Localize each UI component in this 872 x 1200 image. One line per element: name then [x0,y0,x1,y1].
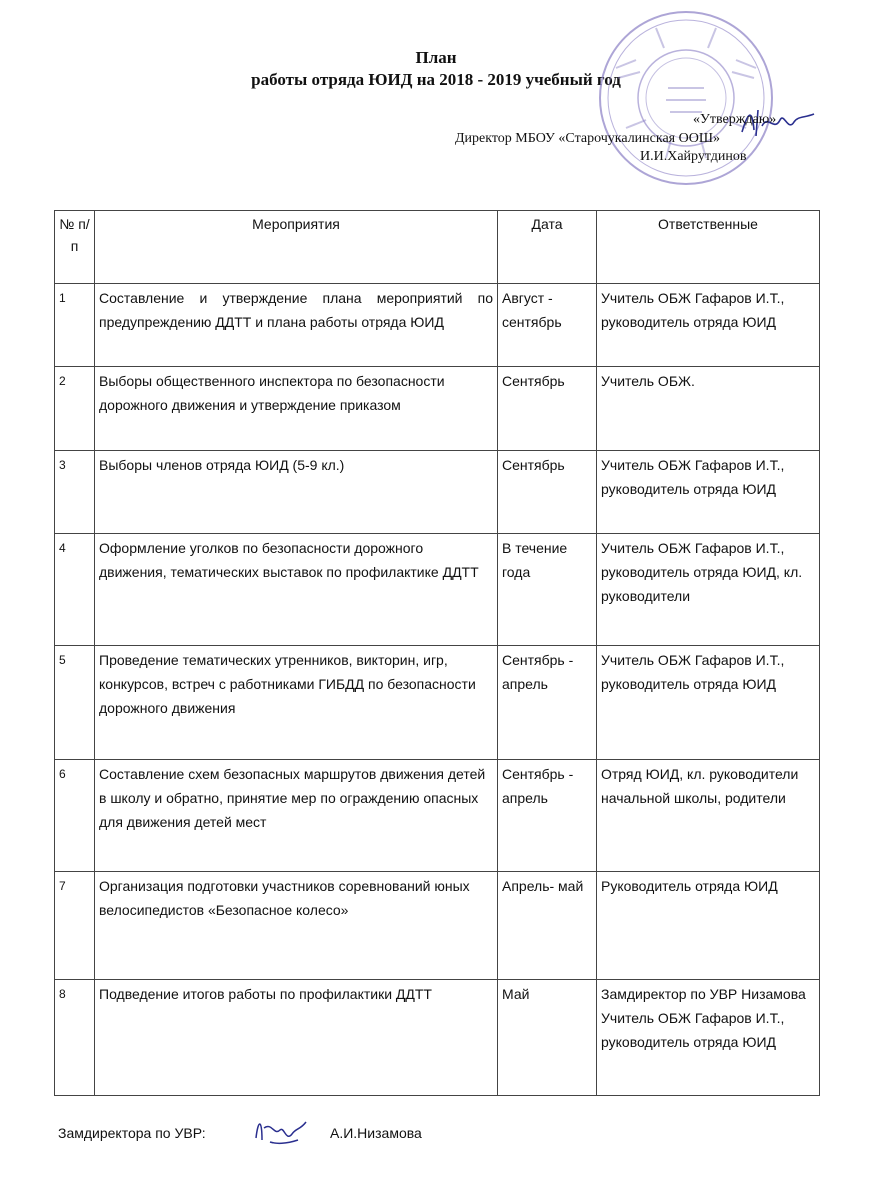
row-date: Сентябрь [498,451,597,534]
header-date: Дата [498,211,597,284]
table-row [55,872,820,980]
approval-director: Директор МБОУ «Старочукалинская ООШ» [455,131,720,146]
row-responsible: Отряд ЮИД, кл. руководители начальной школы, родители [597,760,820,872]
row-responsible: Учитель ОБЖ Гафаров И.Т., руководитель отряда ЮИД, кл. руководители [597,534,820,646]
row-responsible: Учитель ОБЖ. [597,367,820,451]
footer-name: А.И.Низамова [330,1125,422,1141]
row-responsible: Учитель ОБЖ Гафаров И.Т., руководитель отряда ЮИД [597,451,820,534]
row-event: Организация подготовки участников соревнований юных велосипедистов «Безопасное колесо» [95,872,498,980]
row-date: Август - сентябрь [498,284,597,367]
table-row [55,284,820,367]
row-num: 2 [55,367,95,451]
footer-label: Замдиректора по УВР: [58,1125,206,1141]
header-num: № п/п [55,211,95,284]
row-num: 7 [55,872,95,980]
row-event: Подведение итогов работы по профилактики ДДТТ [95,980,498,1096]
approval-name: И.И.Хайрутдинов [640,149,747,164]
row-num: 8 [55,980,95,1096]
row-num: 3 [55,451,95,534]
row-event: Выборы членов отряда ЮИД (5-9 кл.) [95,451,498,534]
row-date: Май [498,980,597,1096]
table-row [55,534,820,646]
row-responsible: Замдиректор по УВР Низамова Учитель ОБЖ Гафаров И.Т., руководитель отряда ЮИД [597,980,820,1096]
table-row [55,646,820,760]
row-event: Составление схем безопасных маршрутов движения детей в школу и обратно, принятие мер по ограждению опасных для движения детей мест [95,760,498,872]
row-date: Апрель- май [498,872,597,980]
header-responsible: Ответственные [597,211,820,284]
table-row [55,980,820,1096]
row-num: 5 [55,646,95,760]
row-event: Составление и утверждение плана мероприятий по предупреждению ДДТТ и плана работы отряда ЮИД [95,284,498,367]
row-date: В течение года [498,534,597,646]
row-responsible: Руководитель отряда ЮИД [597,872,820,980]
table-row [55,367,820,451]
row-date: Сентябрь [498,367,597,451]
document-title: План [415,48,457,67]
document-subtitle: работы отряда ЮИД на 2018 - 2019 учебный год [251,70,621,89]
row-num: 4 [55,534,95,646]
row-event: Оформление уголков по безопасности дорожного движения, тематических выставок по профилактике ДДТТ [95,534,498,646]
deputy-signature [250,1112,310,1148]
row-date: Сентябрь - апрель [498,760,597,872]
row-event: Проведение тематических утренников, викторин, игр, конкурсов, встреч с работниками ГИБДД по безопасности дорожного движения [95,646,498,760]
row-responsible: Учитель ОБЖ Гафаров И.Т., руководитель отряда ЮИД [597,284,820,367]
row-num: 1 [55,284,95,367]
table-row [55,760,820,872]
table-header-row [55,211,820,284]
approval-label: «Утверждаю» [693,112,777,127]
plan-table [54,210,820,1096]
row-num: 6 [55,760,95,872]
row-event: Выборы общественного инспектора по безопасности дорожного движения и утверждение приказом [95,367,498,451]
table-row [55,451,820,534]
row-responsible: Учитель ОБЖ Гафаров И.Т., руководитель отряда ЮИД [597,646,820,760]
row-date: Сентябрь - апрель [498,646,597,760]
header-event: Мероприятия [95,211,498,284]
